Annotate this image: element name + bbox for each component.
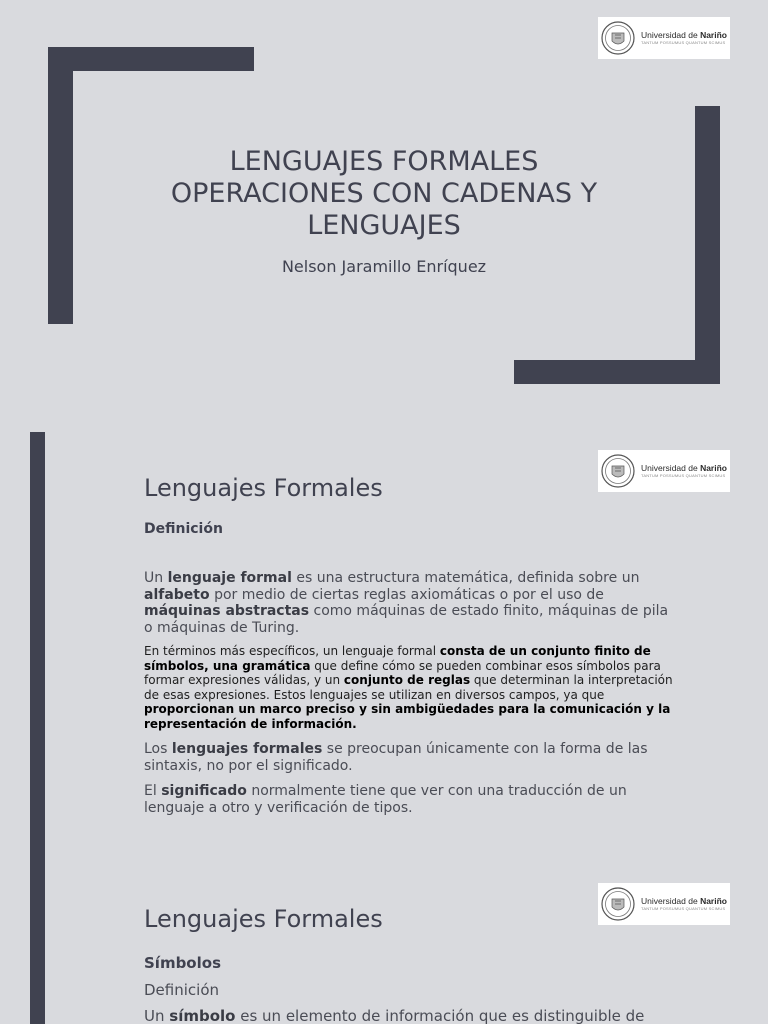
- university-logo: [598, 883, 730, 925]
- logo-motto: TANTUM POSSUMUS QUANTUM SCIMUS: [641, 40, 726, 46]
- text-run: es un elemento de información que es distinguible de: [235, 1007, 645, 1024]
- logo-motto: TANTUM POSSUMUS QUANTUM SCIMUS: [641, 473, 726, 479]
- text-run: Un: [144, 1007, 170, 1024]
- paragraph: [144, 783, 674, 816]
- text-run: normalmente tiene que ver con una traducción de un lenguaje a otro y verificación de tipos.: [144, 783, 627, 816]
- logo-name-bold: Nariño: [700, 29, 727, 40]
- paragraph-detail: [144, 644, 684, 732]
- frame-bar-top-left-horizontal: [48, 47, 254, 71]
- title-line: LENGUAJES FORMALES: [229, 146, 539, 177]
- logo-name-prefix: Universidad de: [641, 462, 701, 473]
- slide-heading: Lenguajes Formales: [144, 474, 383, 502]
- text-run: que determinan la interpretación de esas expresiones. Estos lenguajes se utilizan en diversos campos, ya que: [144, 673, 673, 702]
- text-run: se preocupan únicamente con la forma de las sintaxis, no por el significado.: [144, 741, 648, 774]
- bold-text: proporcionan un marco preciso y sin ambigüedades para la comunicación y la representación de información.: [144, 702, 671, 731]
- university-logo: [598, 17, 730, 59]
- slide-subheading: Símbolos: [144, 954, 221, 972]
- logo-name-bold: Nariño: [700, 895, 727, 906]
- definition-line: Definición: [144, 981, 219, 999]
- frame-bar-top-left-vertical: [48, 47, 73, 324]
- university-logo: [598, 450, 730, 492]
- text-run: como máquinas de estado finito, máquinas de pila o máquinas de Turing.: [144, 603, 669, 636]
- logo-motto: TANTUM POSSUMUS QUANTUM SCIMUS: [641, 906, 726, 912]
- title-slide: [0, 0, 768, 432]
- logo-name-bold: Nariño: [700, 462, 727, 473]
- side-accent-bar: [30, 432, 45, 865]
- definition-slide: [0, 432, 768, 865]
- bold-text: lenguajes formales: [171, 741, 323, 757]
- bold-text: conjunto de reglas: [343, 673, 471, 688]
- bold-text: lenguaje formal: [167, 570, 292, 586]
- text-run: El: [144, 783, 162, 799]
- paragraph: [144, 1008, 704, 1024]
- slide-title: [100, 146, 668, 242]
- side-accent-bar: [30, 865, 45, 1024]
- logo-name-prefix: Universidad de: [641, 895, 701, 906]
- frame-bar-bottom-right-horizontal: [514, 360, 720, 384]
- frame-bar-bottom-right-vertical: [695, 106, 720, 384]
- text-run: En términos más específicos, un lenguaje formal: [144, 644, 440, 658]
- text-run: por medio de ciertas reglas axiomáticas o por el uso de: [209, 586, 604, 603]
- logo-name-prefix: Universidad de: [641, 29, 701, 40]
- university-seal-icon: [601, 21, 635, 55]
- university-seal-icon: [601, 887, 635, 921]
- title-line: LENGUAJES: [307, 210, 461, 241]
- slide-subheading: Definición: [144, 521, 223, 537]
- text-run: Un: [144, 570, 168, 586]
- symbols-slide: [0, 865, 768, 1024]
- bold-text: símbolo: [169, 1007, 236, 1024]
- text-run: Los: [144, 741, 172, 757]
- text-run: que define cómo se pueden combinar esos símbolos para formar expresiones válidas, y un: [144, 658, 661, 688]
- slide-heading: Lenguajes Formales: [144, 905, 383, 933]
- paragraph: [144, 570, 674, 636]
- author-name: Nelson Jaramillo Enríquez: [281, 257, 487, 276]
- bold-text: alfabeto: [144, 586, 210, 603]
- bold-text: máquinas abstractas: [144, 603, 310, 619]
- bold-text: significado: [161, 783, 247, 799]
- university-seal-icon: [601, 454, 635, 488]
- title-line: OPERACIONES CON CADENAS Y: [170, 178, 598, 209]
- text-run: es una estructura matemática, definida sobre un: [291, 570, 640, 586]
- paragraph: [144, 741, 674, 774]
- bold-text: consta de un conjunto finito de símbolos, una gramática: [144, 644, 651, 673]
